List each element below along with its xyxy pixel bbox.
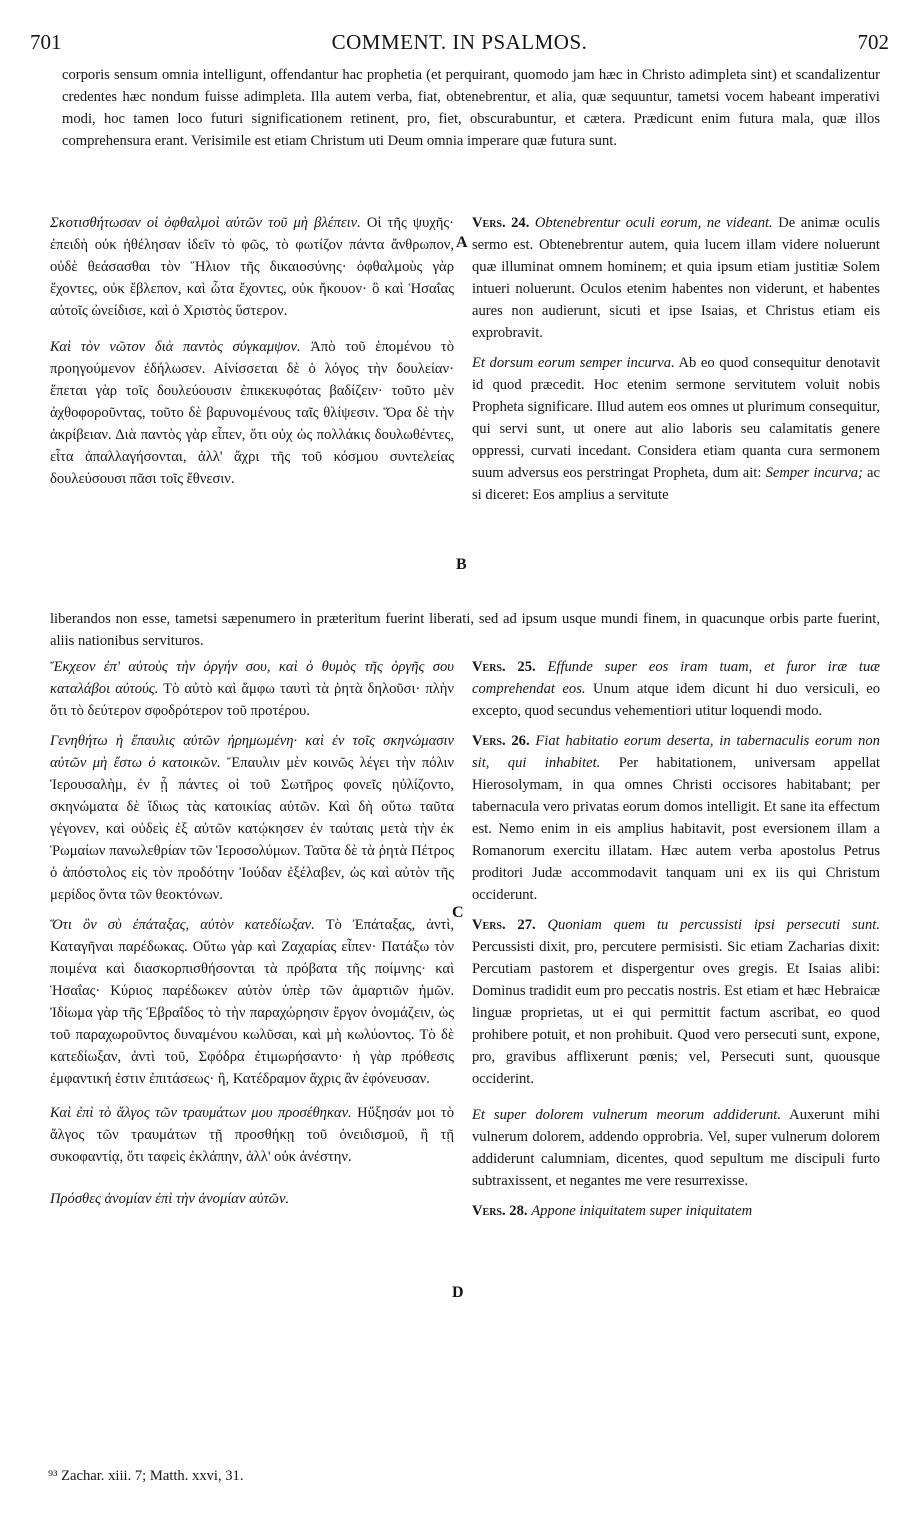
greek-entry <box>50 914 454 1090</box>
latin-quote: Semper incurva; <box>765 465 863 481</box>
latin-column-upper <box>472 212 880 514</box>
greek-entry <box>50 212 454 322</box>
latin-entry <box>472 656 880 722</box>
verse-number: Vers. 24. <box>472 215 530 231</box>
greek-commentary: Τὸ Ἐπάταξας, ἀντὶ, Καταγῆναι παρέδωκας. Οὕτω γὰρ καὶ Ζαχαρίας εἶπεν· Πατάξω τὸν ποιμένα καὶ διασκορπισθήσονται τὰ πρόβατα τῆς ποίμνης· καὶ Ἡσαΐας· Κύριος παρέδωκεν αὐτὸν ὑπὲρ τῶν ἁμαρτιῶν ἡμῶν. Ἰδίωμα γὰρ τῆς Ἑβραΐδος τὸ τὴν παραχώρησιν ἔργον ὀνομάζειν, ὡς τοῦ παραχωροῦντος δυναμένου κωλῦσαι, καὶ μὴ κωλύοντος. Τὸ δὲ κατεδίωξαν, ἀντὶ τοῦ, Σφόδρα ἐτιμωρήσαντο· ἡ γὰρ πρόθεσις ἐμφαντική ἐστιν ἐπιτάσεως· ἢ, Κατέδραμον ἄχρις ἂν ἐφόνευσαν. <box>50 917 454 1087</box>
latin-lemma: Et dorsum eorum semper incurva. <box>472 355 675 371</box>
verse-number: Vers. 25. <box>472 659 536 675</box>
greek-commentary: Τὸ αὐτὸ καὶ ἄμφω ταυτὶ τὰ ῥητὰ δηλοῦσι· πλὴν ὅτι τὸ δεύτερον σφοδρότερον τοῦ προτέρου. <box>50 681 454 719</box>
greek-commentary: Οἱ τῆς ψυχῆς· ἐπειδὴ οὐκ ἠθέλησαν ἰδεῖν τὸ φῶς, τὸ φωτίζον πάντα ἄνθρωπον, οὐδὲ θεάσασθαι τὸν Ἥλιον τῆς δικαιοσύνης· ὀφθαλμοὺς γὰρ ἔχοντες, οὐκ ἔβλεπον, καὶ ὦτα ἔχοντες, οὐκ ἤκουον· ὃ καὶ Ἡσαΐας αὐτοῖς ὠνείδισε, καὶ ὁ Χριστὸς ὕστερον. <box>50 215 455 319</box>
latin-lemma: Obtenebrentur oculi eorum, ne videant. <box>534 215 773 231</box>
greek-entry <box>50 1102 454 1168</box>
greek-column-lower <box>50 656 454 1218</box>
mid-paragraph: liberandos non esse, tametsi sæpenumero in præteritum fuerint liberati, sed ad ipsum usque mundi finem, in quacunque orbis parte fuerint, aliis nationibus servituros. <box>50 611 880 649</box>
margin-marker-c: C <box>452 904 464 921</box>
greek-lemma: Πρόσθες ἀνομίαν ἐπὶ τὴν ἀνομίαν αὐτῶν. <box>50 1191 290 1207</box>
latin-column-lower <box>472 656 880 1230</box>
margin-marker-d: D <box>452 1284 464 1301</box>
greek-entry <box>50 730 454 906</box>
greek-lemma: Καὶ τὸν νῶτον διὰ παντὸς σύγκαμψον. <box>50 339 301 355</box>
page-number-right: 702 <box>857 30 889 54</box>
greek-commentary: Ἀπὸ τοῦ ἑπομένου τὸ προηγούμενον ἐδήλωσεν. Αἰνίσσεται δὲ ὁ λόγος τὴν δουλείαν· ἕπεται γὰρ τοῖς δουλεύουσιν ἐπικεκυφότας βαδίζειν· τοῦτο μὲν ἀχθοφοροῦντας, τοῦτο δὲ βαρυνομένους ταῖς θλίψεσιν. Ὅρα δὲ τὴν ἀκρίβειαν. Διὰ παντὸς γὰρ εἶπεν, ὅτι οὐχ ὡς πολλάκις δουλωθέντες, εἶτα ἀπαλλαγήσονται, ἀλλ' ἄχρι τῆς τοῦ κόσμου συντελείας δουλεύσουσι πᾶσι τοῖς ἔθνεσιν. <box>50 339 454 487</box>
latin-entry <box>472 730 880 906</box>
top-paragraph: corporis sensum omnia intelligunt, offendantur hac prophetia (et perquirant, quomodo jam hæc in Christo adimpleta sint) et scandalizentur credentes hæc nondum fuisse adimpleta. Illa autem verba, fiat, obtenebrentur, et alia, quæ sequuntur, tametsi vocem habeant imperativi modi, hoc tamen loco futuri significationem retinent, pro, fiet, obscurabuntur, et cætera. Prædicunt enim futura mala, quæ illos comprehensura erant. Verisimile est etiam Christum uti Deum omnia imperare quæ futura sunt. <box>62 67 880 149</box>
greek-lemma: Ἔκχεον ἐπ' αὐτοὺς τὴν ὀργήν σου, καὶ ὁ θυμὸς τῆς ὀργῆς σου καταλάβοι αὐτούς. <box>50 659 454 697</box>
greek-lemma: Ὅτι ὃν σὺ ἐπάταξας, αὐτὸν κατεδίωξαν. <box>50 917 315 933</box>
greek-lemma: Σκοτισθήτωσαν οἱ ὀφθαλμοὶ αὐτῶν τοῦ μὴ βλέπειν. <box>50 215 361 231</box>
latin-commentary: Ab eo quod consequitur denotavit id quod præcedit. Hoc etenim sermone servitutem voluit nobis Propheta significare. Illud autem eos omnes ut plurimum consequitur, qui servi sunt, ut onere aut alio laboris seu calamitatis genere oppressi, curvati incedant. Considera etiam quanta cura sermonem suum adversus eos perstringat Propheta, dum ait: <box>472 355 881 481</box>
latin-lemma: Effunde super eos iram tuam, et furor iræ tuæ comprehendat eos. <box>472 659 880 697</box>
latin-entry <box>472 352 880 506</box>
footnote: ⁹³ Zachar. xiii. 7; Matth. xxvi, 31. <box>48 1468 244 1484</box>
latin-commentary: De animæ oculis sermo est. Obtenebrentur autem, quia lucem illam videre noluerunt quæ illuminat omnem hominem; et quia ipsum etiam justitiæ Solem intueri noluerunt. Oculos etenim habentes non viderunt, et habentes aures non audierunt, sicuti et ipse Isaias, et Christus etiam eis exprobravit. <box>472 215 880 341</box>
latin-commentary: Percussisti dixit, pro, percutere permisisti. Sic etiam Zacharias dixit: Percutiam pastorem et dispergentur oves gregis. Et Isaias alibi: Dominus tradidit eum pro peccatis nostris. Est etiam et hæc Hebraicæ linguæ proprietas, ut ei qui permittit factum ascribat, eo quod prohibere potuit, et non prohibuit. Quod vero persecuti sunt, expone, pro, gravibus afflixerunt pœnis; vel, Persecuti sunt, quousque occiderint. <box>472 939 880 1087</box>
latin-lemma: Et super dolorem vulnerum meorum addiderunt. <box>472 1107 781 1123</box>
latin-lemma: Quoniam quem tu percussisti ipsi persecuti sunt. <box>547 917 880 933</box>
greek-lemma: Καὶ ἐπὶ τὸ ἄλγος τῶν τραυμάτων μου προσέθηκαν. <box>50 1105 352 1121</box>
page-number-left: 701 <box>30 30 62 54</box>
greek-column-upper <box>50 212 454 498</box>
latin-commentary: Unum atque idem dicunt hi duo versiculi, eo excepto, quod secundus vehementiori utitur loquendi modo. <box>472 681 881 719</box>
greek-lemma: Γενηθήτω ἡ ἔπαυλις αὐτῶν ἠρημωμένη· καὶ ἐν τοῖς σκηνώμασιν αὐτῶν μὴ ἔστω ὁ κατοικῶν. <box>50 733 454 771</box>
latin-entry <box>472 212 880 344</box>
verse-number: Vers. 28. <box>472 1203 528 1219</box>
latin-commentary: Auxerunt mihi vulnerum dolorem, addendo opprobria. Vel, super vulnerum dolorem addiderunt calumniam, dicentes, quod sepultum me discipuli furto subtraxissent, et negantes me vere resurrexisse. <box>472 1107 881 1189</box>
greek-entry <box>50 1188 454 1210</box>
latin-entry <box>472 914 880 1090</box>
latin-entry <box>472 1200 880 1222</box>
latin-entry <box>472 1104 880 1192</box>
greek-entry <box>50 336 454 490</box>
greek-entry <box>50 656 454 722</box>
running-title: COMMENT. IN PSALMOS. <box>331 30 588 54</box>
greek-commentary: Ηὔξησάν μοι τὸ ἄλγος τῶν τραυμάτων τῇ προσθήκῃ τοῦ ὀνειδισμοῦ, ἢ τῇ συκοφαντίᾳ, ὅτι ταφεὶς ἐκλάπην, ἀλλ' οὐκ ἀνέστην. <box>50 1105 454 1165</box>
greek-commentary: Ἔπαυλιν μὲν κοινῶς λέγει τὴν πόλιν Ἱερουσαλὴμ, ἐν ᾗ πάντες οἱ τοῦ Σωτῆρος φονεῖς ηὐλίζοντο, σκηνώματα δὲ ἴδιως τὰς κατοικίας αὐτῶν. Καὶ δὴ οὕτω ταῦτα γέγονεν, καὶ οὐδεὶς ἐξ αὐτῶν κατῴκησεν ἐν ταύταις μετὰ τὴν ἐκ Ῥωμαίων πανωλεθρίαν τῶν Ἱεροσολύμων. Ταῦτα δὲ τὰ ῥητὰ Πέτρος ὁ ἀπόστολος εἰς τὸν προδότην Ἰούδαν ἐξέλαβεν, ὡς καὶ αὐτὸν τῆς μερίδος ὄντα τῶν θεοκτόνων. <box>50 755 454 903</box>
latin-commentary: Per habitationem, universam appellat Hierosolymam, in qua omnes Christi occisores habitabant; per tabernacula vero privatas eorum domos intelligit. Et sane ita effectum est. Nemo enim in eis amplius habitavit, post eversionem illam a Romanorum exercitu illatam. Hæc autem verba apostolus Petrus proditori Judæ accommodavit tanquam uni ex iis qui Christum occiderunt. <box>472 755 881 903</box>
verse-number: Vers. 27. <box>472 917 536 933</box>
margin-marker-a: A <box>456 234 468 251</box>
verse-number: Vers. 26. <box>472 733 530 749</box>
margin-marker-b: B <box>456 556 467 573</box>
latin-lemma: Fiat habitatio eorum deserta, in tabernaculis eorum non sit, qui inhabitet. <box>472 733 880 771</box>
running-header <box>30 30 889 56</box>
latin-lemma: Appone iniquitatem super iniquitatem <box>531 1203 753 1219</box>
latin-commentary-tail: ac si diceret: Eos amplius a servitute <box>472 465 881 503</box>
